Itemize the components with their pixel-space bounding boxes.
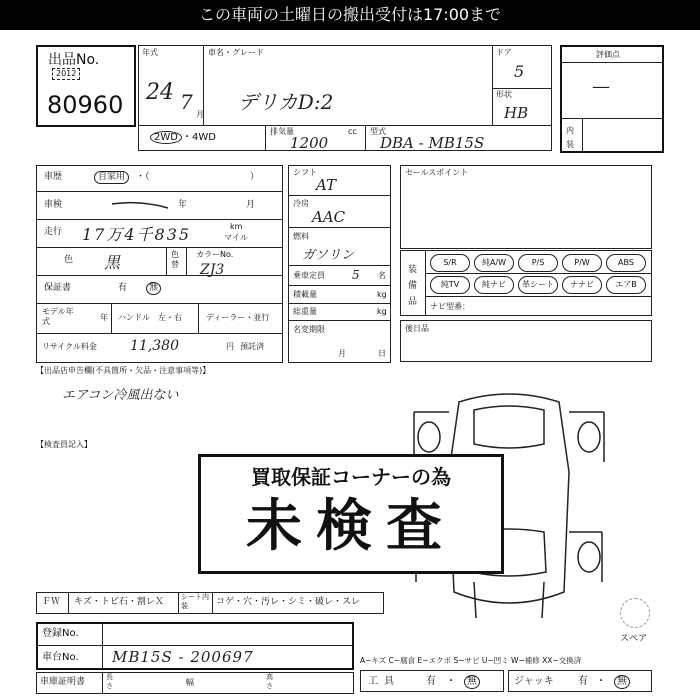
rating-value: — bbox=[592, 76, 610, 97]
dealer-label: ディーラー・並行 bbox=[206, 313, 270, 322]
lot-label: 出品No. bbox=[48, 52, 100, 68]
handle-label: ハンドル bbox=[118, 313, 150, 322]
displacement-unit: cc bbox=[348, 127, 357, 136]
inspector-label: 【検査員記入】 bbox=[36, 440, 92, 449]
tools-yes: 有 bbox=[426, 676, 436, 687]
shift-label: シフト bbox=[293, 168, 317, 177]
year-label: 年式 bbox=[142, 48, 158, 57]
load-unit: kg bbox=[377, 290, 387, 299]
rating-label: 評価点 bbox=[596, 50, 620, 59]
spare-tire-icon bbox=[620, 598, 650, 628]
capacity-unit: 名 bbox=[378, 271, 386, 280]
model-year-label: モデル年式 bbox=[42, 307, 74, 326]
mileage-label: 走行 bbox=[44, 227, 63, 237]
warranty-no: 無 bbox=[146, 282, 161, 295]
warranty-label: 保証書 bbox=[44, 283, 72, 293]
report-note: エアコン冷風出ない bbox=[62, 388, 179, 403]
length-label: 長さ bbox=[106, 673, 113, 690]
report-label: 【出品店申告欄(不具箇所・欠品・注意事項等)】 bbox=[36, 366, 211, 375]
inspection-month: 月 bbox=[246, 200, 256, 210]
drive-row bbox=[150, 132, 216, 144]
equipment-item-b-2: 革シート bbox=[518, 276, 558, 294]
equipment-item-b-3: ナナビ bbox=[562, 276, 602, 294]
history-rest: ・（ bbox=[136, 172, 150, 182]
load-label: 積載量 bbox=[293, 290, 317, 299]
tools-label: 工具 bbox=[368, 676, 400, 687]
model-label: 型式 bbox=[370, 127, 386, 136]
year-value: 24 bbox=[146, 80, 174, 105]
history-value: 自家用 bbox=[94, 171, 129, 184]
lot-number: 80960 bbox=[47, 91, 124, 119]
equipment-item-3: P/W bbox=[562, 254, 602, 272]
sales-point-label: セールスポイント bbox=[405, 168, 469, 177]
capacity-value: 5 bbox=[352, 268, 360, 282]
recycle-unit: 円 bbox=[226, 342, 234, 351]
doors-label: ドア bbox=[496, 48, 512, 57]
month-value: 7 bbox=[180, 90, 193, 114]
model-value: DBA - MB15S bbox=[380, 134, 485, 152]
reg-change-label: 名変期限 bbox=[293, 325, 325, 334]
mileage-unit-mile: マイル bbox=[224, 233, 248, 242]
ac-label: 冷房 bbox=[293, 199, 309, 208]
seat-items: コゲ・穴・汚レ・シミ・破レ・スレ bbox=[216, 597, 361, 607]
equipment-label: 装備品 bbox=[408, 265, 418, 307]
top-banner bbox=[0, 0, 700, 30]
post-date-label: 後日品 bbox=[405, 324, 429, 333]
lot-year-tag: 2012 bbox=[52, 68, 80, 80]
gross-unit: kg bbox=[377, 307, 387, 316]
chassis-label: 車台No. bbox=[42, 652, 79, 663]
mileage-unit-km: km bbox=[230, 222, 243, 231]
fuel-value: ガソリン bbox=[302, 248, 355, 263]
jack-yes: 有 bbox=[578, 676, 588, 687]
color-no-label: カラーNo. bbox=[196, 250, 234, 259]
navi-label: ナビ型番： bbox=[430, 302, 470, 311]
handle-value: 左・右 bbox=[158, 313, 182, 322]
shape-label: 形状 bbox=[496, 90, 512, 99]
interior-label: 内装 bbox=[566, 126, 574, 149]
color-no-value: ZJ3 bbox=[200, 262, 225, 278]
height-label: 高さ bbox=[266, 673, 273, 690]
name-label: 車名・グレード bbox=[208, 48, 264, 57]
ac-value: AAC bbox=[312, 208, 346, 226]
post-date-box bbox=[400, 320, 652, 362]
recycle-value: 11,380 bbox=[130, 338, 179, 354]
chassis-value: MB15S - 200697 bbox=[112, 648, 254, 666]
recycle-note: 預託済 bbox=[240, 342, 264, 351]
drive-2wd: 2WD bbox=[150, 131, 182, 144]
drive-4wd: 4WD bbox=[191, 132, 216, 143]
gross-label: 総重量 bbox=[293, 307, 317, 316]
stamp-line-2: 未検査 bbox=[246, 494, 456, 559]
stamp-line-1: 買取保証コーナーの為 bbox=[251, 465, 451, 489]
inspection-label: 車検 bbox=[44, 200, 63, 210]
equipment-item-2: P/S bbox=[518, 254, 558, 272]
displacement-label: 排気量 bbox=[270, 127, 294, 136]
month-unit: 月 bbox=[196, 110, 204, 119]
color-change-label: 色替 bbox=[171, 250, 179, 269]
inspection-year: 年 bbox=[178, 200, 188, 210]
width-label: 幅 bbox=[186, 678, 194, 687]
color-label: 色 bbox=[64, 255, 74, 265]
reg-day: 日 bbox=[378, 349, 386, 358]
fw-label: ＦＷ bbox=[42, 597, 61, 607]
tools-dot: ・ bbox=[446, 676, 456, 687]
history-label: 車歴 bbox=[44, 172, 63, 182]
drive-sep: ・ bbox=[181, 132, 192, 143]
equipment-item-b-0: 純TV bbox=[430, 276, 470, 294]
tools-no: 無 bbox=[464, 675, 480, 689]
recycle-label: リサイクル料金 bbox=[42, 342, 97, 351]
displacement-value: 1200 bbox=[290, 134, 329, 152]
jack-no: 無 bbox=[614, 675, 630, 689]
inspection-strike bbox=[110, 196, 170, 216]
color-value: 黒 bbox=[104, 253, 121, 272]
registration-label: 登録No. bbox=[42, 628, 79, 639]
seat-label: シート内装 bbox=[181, 593, 209, 610]
model-year-unit: 年 bbox=[100, 313, 108, 322]
fw-items: キズ・トビ石・割レＸ bbox=[74, 597, 164, 607]
equipment-item-b-4: エアB bbox=[606, 276, 646, 294]
jack-dot: ・ bbox=[596, 676, 606, 687]
equipment-item-0: S/R bbox=[430, 254, 470, 272]
mileage-value: 17万4千835 bbox=[82, 225, 192, 244]
equipment-item-1: 純A/W bbox=[474, 254, 514, 272]
warranty-yes: 有 bbox=[118, 283, 128, 293]
damage-legend: A−キズ C−腐食 E−エクボ S−サビ U−凹ミ W−補修 XX−交換済 bbox=[360, 656, 582, 665]
reg-month: 月 bbox=[338, 349, 346, 358]
jack-label: ジャッキ bbox=[514, 676, 554, 687]
car-name: デリカD:2 bbox=[238, 90, 334, 114]
spare-label: スペア bbox=[620, 634, 648, 644]
equipment-item-b-1: 純ナビ bbox=[474, 276, 514, 294]
fuel-label: 燃料 bbox=[293, 232, 309, 241]
shape-value: HB bbox=[504, 104, 529, 122]
equipment-item-4: ABS bbox=[606, 254, 646, 272]
doors-value: 5 bbox=[514, 62, 525, 81]
banner-text: この車両の土曜日の搬出受付は17:00まで bbox=[198, 5, 502, 24]
capacity-label: 乗車定員 bbox=[293, 271, 325, 280]
certificate-label: 車庫証明書 bbox=[40, 677, 86, 687]
history-close: ） bbox=[250, 172, 260, 182]
shift-value: AT bbox=[316, 176, 337, 194]
